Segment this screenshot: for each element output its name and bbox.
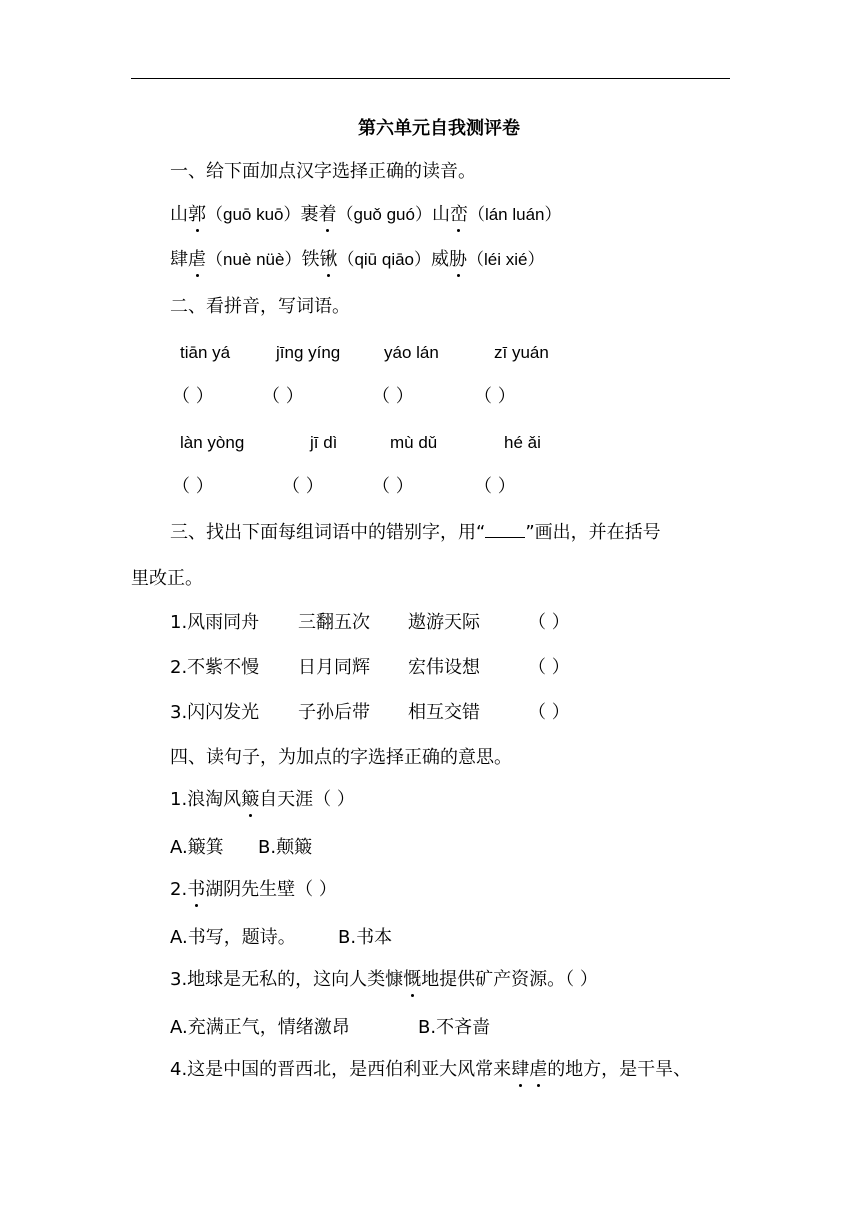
page-title: 第六单元自我测评卷 bbox=[358, 118, 520, 139]
pinyin: mù dǔ bbox=[390, 433, 438, 452]
section-2-heading: 二、看拼音，写词语。 bbox=[170, 296, 350, 317]
pinyin: làn yòng bbox=[180, 433, 245, 452]
word-group: 日月同辉 bbox=[298, 657, 370, 678]
question-2: 2.书湖阴先生壁（ ） bbox=[170, 877, 337, 903]
answer-blank[interactable]: （ ） bbox=[474, 476, 516, 497]
option: A.书写，题诗。 bbox=[170, 927, 296, 948]
section-3-heading-cont: 里改正。 bbox=[131, 568, 203, 589]
answer-blank[interactable]: （ ） bbox=[372, 386, 414, 407]
word-group: 三翻五次 bbox=[298, 612, 370, 633]
pinyin: zī yuán bbox=[494, 343, 549, 362]
answer-blank[interactable]: （ ） bbox=[372, 476, 414, 497]
section-1-row-2: 肆虐（nuè nüè）铁锹（qiū qiāo）威胁（léi xié） bbox=[170, 247, 544, 273]
word-group: 相互交错 bbox=[408, 702, 480, 723]
option: A.充满正气，情绪激昂 bbox=[170, 1017, 350, 1038]
word-group: 3.闪闪发光 bbox=[170, 702, 260, 723]
answer-blank[interactable]: （ ） bbox=[528, 702, 570, 723]
pinyin: jī dì bbox=[310, 433, 338, 452]
question-4: 4.这是中国的晋西北，是西伯利亚大风常来肆虐的地方，是干旱、 bbox=[170, 1057, 691, 1083]
option: B.颠簸 bbox=[258, 837, 313, 858]
answer-blank[interactable]: （ ） bbox=[172, 386, 214, 407]
option: B.不吝啬 bbox=[418, 1017, 491, 1038]
word-group: 1.风雨同舟 bbox=[170, 612, 260, 633]
section-3-heading: 三、找出下面每组词语中的错别字，用“ ”画出，并在括号 bbox=[170, 522, 661, 543]
pinyin: tiān yá bbox=[180, 343, 231, 362]
header-rule bbox=[131, 78, 730, 79]
answer-blank[interactable]: （ ） bbox=[528, 612, 570, 633]
option: A.簸箕 bbox=[170, 837, 224, 858]
section-1-heading: 一、给下面加点汉字选择正确的读音。 bbox=[170, 161, 476, 182]
question-1: 1.浪淘风簸自天涯（ ） bbox=[170, 787, 355, 813]
pinyin: hé ǎi bbox=[504, 433, 541, 452]
section-1-row-1: 山郭（guō kuō）裹着（guǒ guó）山峦（lán luán） bbox=[170, 202, 562, 228]
word-group: 2.不紫不慢 bbox=[170, 657, 260, 678]
underline-sample bbox=[485, 521, 525, 538]
answer-blank[interactable]: （ ） bbox=[474, 386, 516, 407]
answer-blank[interactable]: （ ） bbox=[262, 386, 304, 407]
pinyin: yáo lán bbox=[384, 343, 439, 362]
answer-blank[interactable]: （ ） bbox=[172, 476, 214, 497]
section-4-heading: 四、读句子，为加点的字选择正确的意思。 bbox=[170, 747, 512, 768]
question-3: 3.地球是无私的，这向人类慷慨地提供矿产资源。（ ） bbox=[170, 967, 598, 993]
pinyin: jīng yíng bbox=[276, 343, 341, 362]
word-group: 遨游天际 bbox=[408, 612, 480, 633]
word-group: 宏伟设想 bbox=[408, 657, 480, 678]
word-group: 子孙后带 bbox=[298, 702, 370, 723]
answer-blank[interactable]: （ ） bbox=[282, 476, 324, 497]
answer-blank[interactable]: （ ） bbox=[528, 657, 570, 678]
option: B.书本 bbox=[338, 927, 393, 948]
